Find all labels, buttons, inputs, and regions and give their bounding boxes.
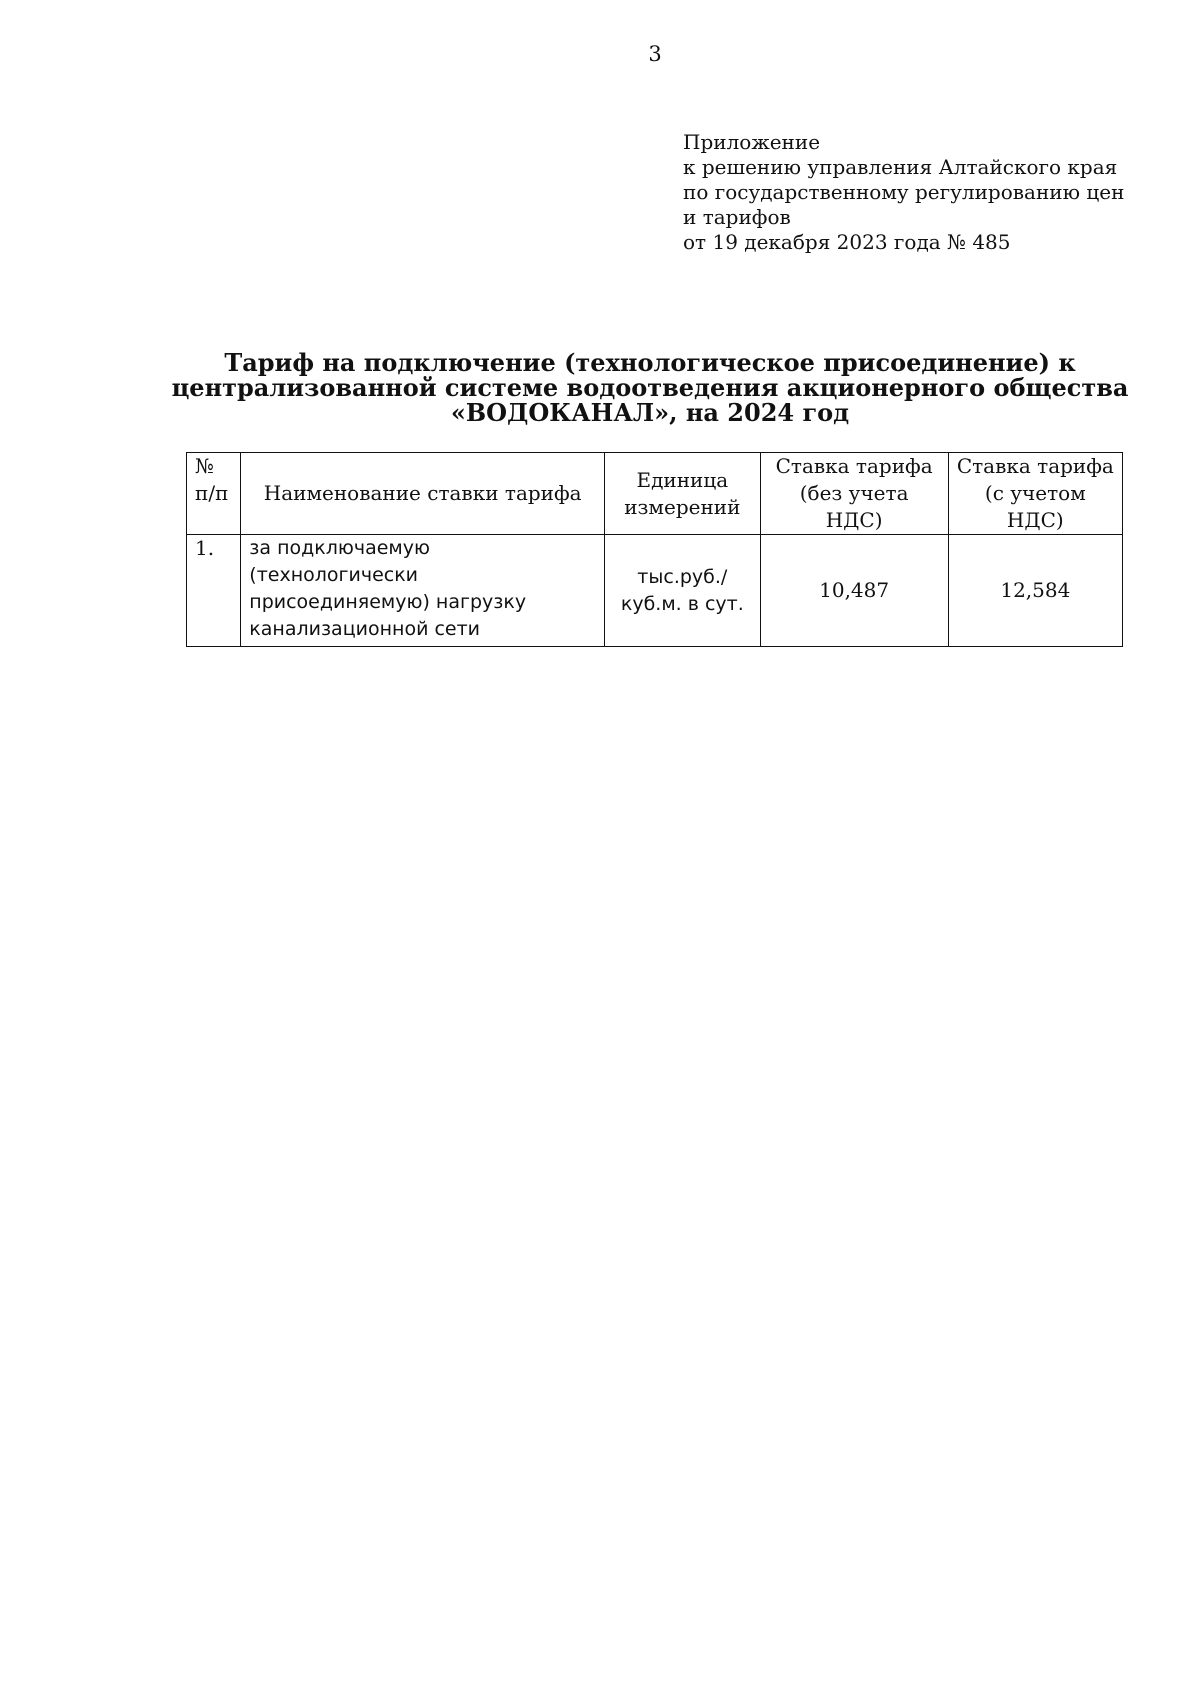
cell-unit [605, 535, 760, 647]
header-number [187, 453, 241, 535]
annex-line: от 19 декабря 2023 года № 485 [683, 230, 1011, 254]
header-rate-with-vat-line: (с учетом НДС) [984, 481, 1086, 532]
header-rate-no-vat-line: Ставка тарифа [775, 454, 933, 478]
header-name: Наименование ставки тарифа [241, 453, 605, 535]
header-rate-no-vat-line: (без учета НДС) [799, 481, 909, 532]
annex-line: по государственному регулированию цен [683, 180, 1125, 204]
header-number-line: № [195, 454, 214, 478]
header-rate-with-vat-line: Ставка тарифа [956, 454, 1114, 478]
tariff-table [186, 452, 1123, 647]
annex-block [683, 130, 1163, 255]
cell-name-line: (технологически [249, 564, 419, 586]
cell-rate-no-vat: 10,487 [760, 535, 948, 647]
title-line: «ВОДОКАНАЛ», на 2024 год [450, 398, 850, 427]
table-row [187, 535, 1123, 647]
cell-name-line: канализационной сети [249, 618, 481, 640]
page-number: 3 [648, 42, 662, 66]
table-header-row [187, 453, 1123, 535]
annex-line: к решению управления Алтайского края [683, 155, 1118, 179]
header-unit [605, 453, 760, 535]
header-rate-with-vat [948, 453, 1122, 535]
cell-unit-line: куб.м. в сут. [620, 592, 744, 615]
title-line: Тариф на подключение (технологическое присоединение) к [224, 348, 1076, 377]
header-number-line: п/п [195, 481, 229, 505]
header-unit-line: Единица [636, 467, 729, 492]
document-title [150, 350, 1150, 425]
cell-name-line: присоединяемую) нагрузку [249, 591, 527, 613]
cell-name [241, 535, 605, 647]
annex-line: и тарифов [683, 205, 791, 229]
cell-rate-with-vat: 12,584 [948, 535, 1122, 647]
annex-line: Приложение [683, 130, 821, 154]
cell-number: 1. [187, 535, 241, 647]
cell-unit-line: тыс.руб./ [637, 565, 728, 588]
cell-name-line: за подключаемую [249, 537, 430, 559]
header-rate-no-vat [760, 453, 948, 535]
header-unit-line: измерений [624, 494, 741, 519]
title-line: централизованной системе водоотведения акционерного общества [171, 373, 1129, 402]
